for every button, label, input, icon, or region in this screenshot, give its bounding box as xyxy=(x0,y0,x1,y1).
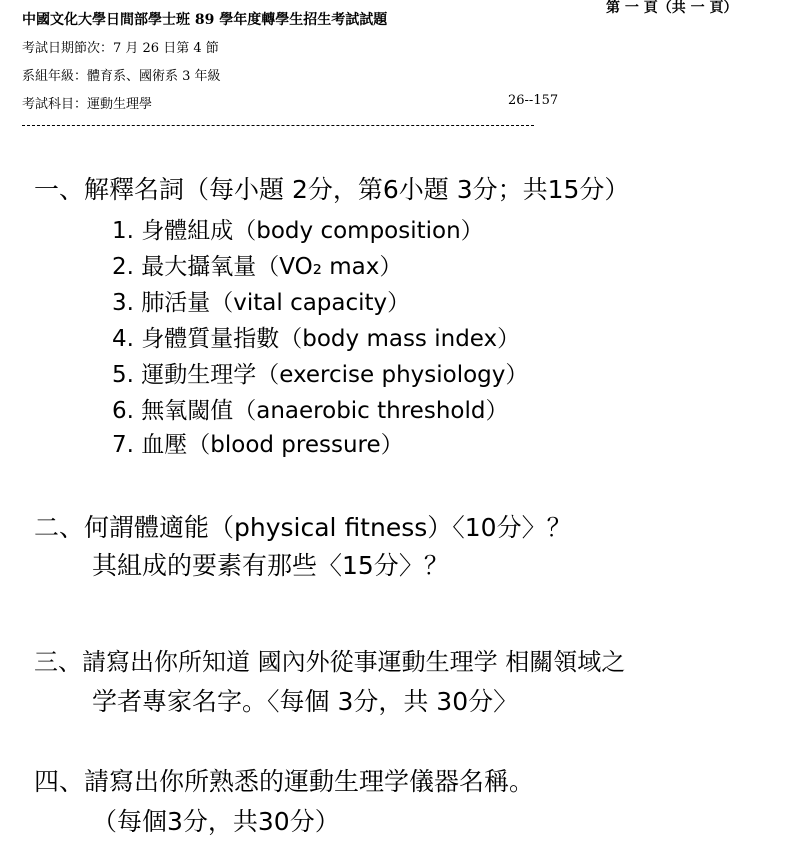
exam-code: 26--157 xyxy=(508,93,559,108)
term-item: 2. 最大攝氧量（VO₂ max） xyxy=(112,254,403,280)
question-3-line: 学者專家名字。〈每個 3分，共 30分〉 xyxy=(92,687,519,716)
question-4-line: （每個3分，共30分） xyxy=(92,807,340,836)
header-divider xyxy=(22,125,534,126)
page-info: 第 一 頁（共 一 頁） xyxy=(606,0,738,16)
term-item: 5. 運動生理学（exercise physiology） xyxy=(112,362,529,388)
question-2-line: 二、何謂體適能（physical fitness）〈10分〉？ xyxy=(34,513,572,542)
term-item: 6. 無氧閾值（anaerobic threshold） xyxy=(112,398,509,424)
term-item: 3. 肺活量（vital capacity） xyxy=(112,290,411,316)
question-1-title: 一、解釋名詞（每小題 2分，第6小題 3分；共15分） xyxy=(34,175,630,204)
term-item: 7. 血壓（blood pressure） xyxy=(112,432,404,458)
subject: 考試科目：運動生理學 xyxy=(22,97,153,112)
term-item: 1. 身體組成（body composition） xyxy=(112,218,484,244)
exam-date: 考試日期節次：7 月 26 日第 4 節 xyxy=(22,41,219,56)
question-2-line: 其組成的要素有那些〈15分〉？ xyxy=(92,551,449,580)
question-4-line: 四、請寫出你所熟悉的運動生理学儀器名稱。 xyxy=(34,767,535,796)
question-3-line: 三、請寫出你所知道 國內外從事運動生理学 相關領域之 xyxy=(34,648,626,676)
department: 系組年級：體育系、國術系 3 年級 xyxy=(22,69,221,84)
exam-title: 中國文化大學日間部學士班 89 學年度轉學生招生考試試題 xyxy=(22,12,388,28)
term-item: 4. 身體質量指數（body mass index） xyxy=(112,326,521,352)
